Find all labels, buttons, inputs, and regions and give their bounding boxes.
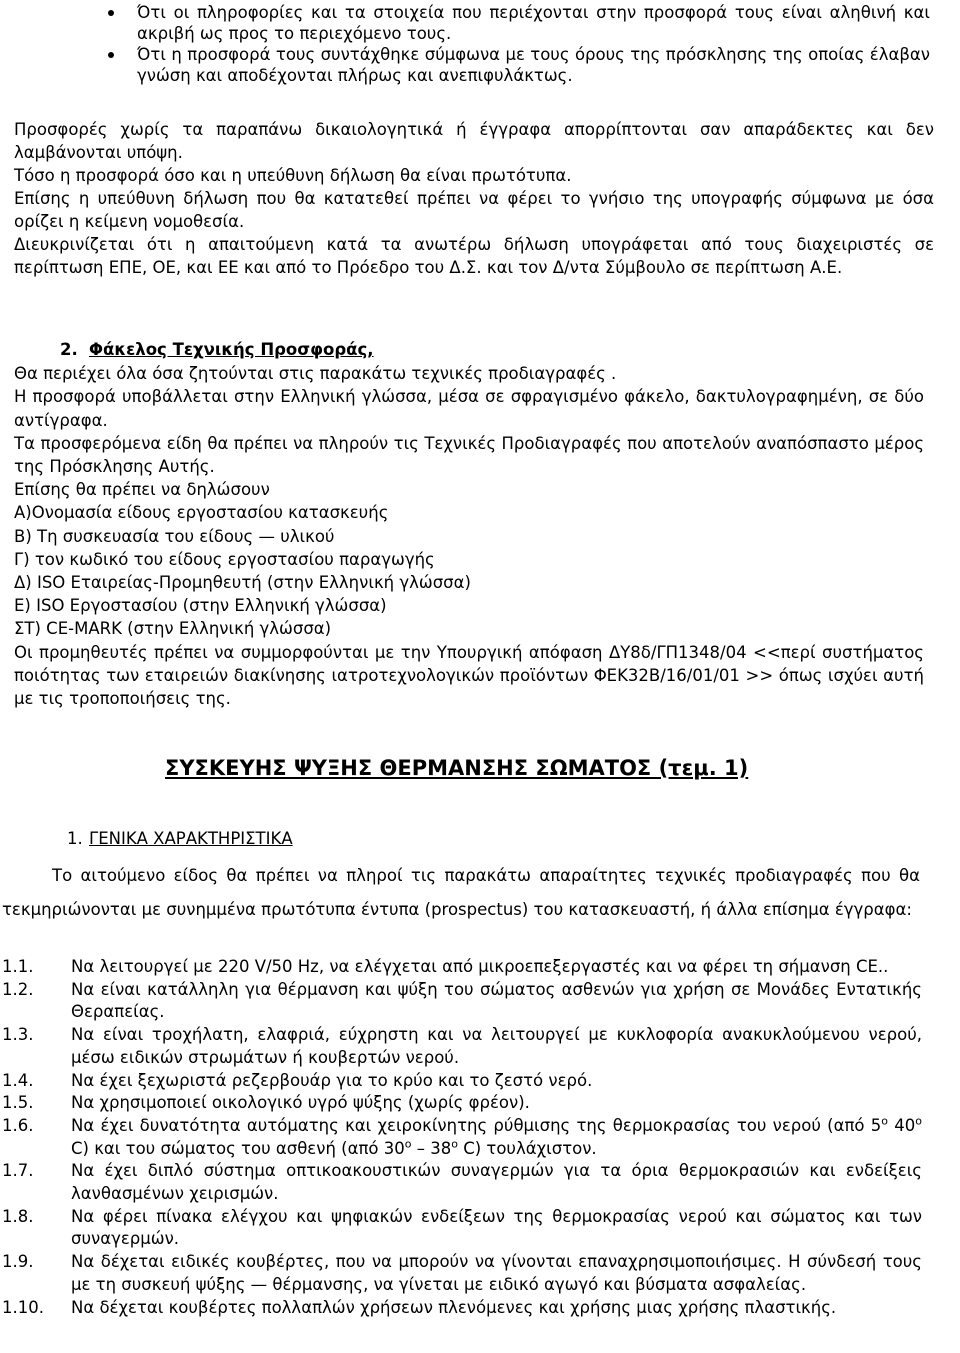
intro-paragraphs [14, 118, 934, 279]
spec-item [2, 1251, 922, 1296]
section-title: Φάκελος Τεχνικής Προσφοράς, [89, 340, 374, 359]
spec-item [2, 1297, 922, 1320]
bullet-dot-icon [108, 10, 114, 16]
spec-text: Να είναι τροχήλατη, ελαφριά, εύχρηστη και να λειτουργεί με κυκλοφορία ανακυκλούμενου νερού, μέσω ειδικών στρωμάτων ή κουβερτών νερού. [71, 1025, 922, 1067]
spec-text: Να δέχεται ειδικές κουβέρτες, που να μπορούν να γίνονται επαναχρησιμοποιήσιμες. Η σύνδεσή τους με τη συσκευή ψύξης — θέρμανσης, να γίνεται με ειδικό αγωγό και βύσματα ασφαλείας. [71, 1252, 922, 1294]
spec-number: 1.9. [2, 1252, 34, 1272]
section-body [14, 362, 924, 710]
bullet-text: Ότι η προσφορά τους συντάχθηκε σύμφωνα με τους όρους της πρόσκλησης της οποίας έλαβαν γνώση και αποδέχονται πλήρως και ανεπιφυλάκτως. [137, 45, 930, 85]
paragraph: Γ) τον κωδικό του είδους εργοστασίου παραγωγής [14, 549, 435, 569]
paragraph: Το αιτούμενο είδος θα πρέπει να πληροί τις παρακάτω απαραίτητες τεχνικές προδιαγραφές που θα τεκμηριώνονται με συνημμένα πρωτότυπα έντυπα (prospectus) του κατασκευαστή, ή άλλα επίσημα έγγραφα: [2, 866, 920, 919]
spec-number: 1.8. [2, 1206, 34, 1226]
degree-superscript: ο [451, 1137, 458, 1151]
paragraph: Δ) ISO Εταιρείας-Προμηθευτή (στην Ελληνική γλώσσα) [14, 573, 471, 593]
spec-text: Να φέρει πίνακα ελέγχου και ψηφιακών ενδείξεων της θερμοκρασίας νερού και σώματος και των συναγερμών. [71, 1206, 922, 1249]
paragraph: Οι προμηθευτές πρέπει να συμμορφούνται με την Υπουργική απόφαση ΔΥ8δ/ΓΠ1348/04 <<περί συστήματος ποιότητας των εταιρειών διακίνησης ιατροτεχνολογικών προϊόντων ΦΕΚ32Β/16/01/01 >> όπως ισχύει αυτή με τις τροποποιήσεις της. [14, 642, 924, 709]
spec-text: Να είναι κατάλληλη για θέρμανση και ψύξη του σώματος ασθενών για χρήση σε Μονάδες Εντατικής Θεραπείας. [71, 979, 922, 1022]
bullet-item [0, 44, 960, 86]
degree-superscript: ο [404, 1137, 412, 1151]
spec-item [2, 1206, 922, 1251]
spec-text: Να έχει διπλό σύστημα οπτικοακουστικών συναγερμών για τα όρια θερμοκρασιών και ενδείξεις λανθασμένων χειρισμών. [71, 1161, 922, 1204]
degree-superscript: ο [881, 1114, 888, 1128]
paragraph: Η προσφορά υποβάλλεται στην Ελληνική γλώσσα, μέσα σε σφραγισμένο φάκελο, δακτυλογραφημένη, σε δύο αντίγραφα. [14, 387, 924, 430]
section-technical-offer [14, 338, 924, 710]
text-segment: 40 [888, 1115, 916, 1135]
text-segment: C) και του σώματος του ασθενή (από 30 [71, 1138, 405, 1158]
bullet-dot-icon [108, 52, 114, 58]
spec-number: 1.10. [2, 1297, 44, 1317]
text-segment: C) τουλάχιστον. [457, 1138, 597, 1158]
subsection-number: 1. [67, 829, 83, 848]
bullet-text: Ότι οι πληροφορίες και τα στοιχεία που περιέχονται στην προσφορά τους είναι αληθινή και ακριβή ως προς το περιεχόμενο τους. [137, 3, 930, 43]
spec-text [71, 1115, 922, 1160]
main-title: ΣΥΣΚΕΥΗΣ ΨΥΞΗΣ ΘΕΡΜΑΝΣΗΣ ΣΩΜΑΤΟΣ (τεμ. 1) [165, 756, 749, 780]
text-segment: Να έχει δυνατότητα αυτόματης και χειροκίνητης ρύθμισης της θερμοκρασίας του νερού (από 5 [71, 1115, 882, 1135]
subsection-title: ΓΕΝΙΚΑ ΧΑΡΑΚΤΗΡΙΣΤΙΚΑ [89, 829, 293, 848]
spec-number: 1.2. [2, 979, 34, 999]
spec-item [2, 1115, 922, 1160]
paragraph: Τα προσφερόμενα είδη θα πρέπει να πληρούν τις Τεχνικές Προδιαγραφές που αποτελούν αναπόσπαστο μέρος της Πρόσκλησης Αυτής. [14, 433, 924, 477]
paragraph: Επίσης η υπεύθυνη δήλωση που θα κατατεθεί πρέπει να φέρει το γνήσιο της υπογραφής σύμφωνα με όσα ορίζει η κείμενη νομοθεσία. [14, 189, 934, 231]
paragraph: Τόσο η προσφορά όσο και η υπεύθυνη δήλωση θα είναι πρωτότυπα. [14, 166, 572, 185]
spec-text: Να δέχεται κουβέρτες πολλαπλών χρήσεων πλενόμενες και χρήσης μιας χρήσης πλαστικής. [71, 1297, 837, 1317]
spec-item [2, 1160, 922, 1205]
paragraph: Α)Ονομασία είδους εργοστασίου κατασκευής [14, 503, 389, 523]
spec-number: 1.1. [2, 957, 34, 976]
spec-text: Να λειτουργεί με 220 V/50 Hz, να ελέγχεται από μικροεπεξεργαστές και να φέρει τη σήμανση CE.. [71, 957, 889, 976]
spec-text: Να χρησιμοποιεί οικολογικό υγρό ψύξης (χωρίς φρέον). [71, 1093, 530, 1113]
spec-number: 1.5. [2, 1093, 34, 1113]
bullet-list [0, 2, 960, 86]
spec-item [2, 979, 922, 1024]
paragraph: ΣΤ) CE-MARK (στην Ελληνική γλώσσα) [14, 619, 332, 639]
spec-text: Να έχει ξεχωριστά ρεζερβουάρ για το κρύο και το ζεστό νερό. [71, 1070, 593, 1090]
spec-number: 1.3. [2, 1025, 34, 1045]
paragraph: Ε) ISO Εργοστασίου (στην Ελληνική γλώσσα) [14, 596, 387, 616]
paragraph: Προσφορές χωρίς τα παραπάνω δικαιολογητικά ή έγγραφα απορρίπτονται σαν απαράδεκτες και δεν λαμβάνονται υπόψη. [14, 120, 934, 162]
spec-item [2, 1024, 922, 1069]
spec-item [2, 1070, 922, 1093]
text-segment: – 38 [411, 1138, 452, 1158]
paragraph: Διευκρινίζεται ότι η απαιτούμενη κατά τα ανωτέρω δήλωση υπογράφεται από τους διαχειριστές σε περίπτωση ΕΠΕ, ΟΕ, και ΕΕ και από το Πρόεδρο του Δ.Σ. και τον Δ/ντα Σύμβουλο σε περίπτωση Α.Ε. [14, 235, 934, 277]
spec-item [2, 1092, 922, 1115]
spec-number: 1.4. [2, 1070, 34, 1090]
section-number: 2. [60, 340, 78, 359]
paragraph: Επίσης θα πρέπει να δηλώσουν [14, 480, 270, 500]
subsection-heading [67, 829, 293, 848]
spec-list [2, 956, 922, 1319]
spec-item [2, 956, 922, 979]
spec-number: 1.7. [2, 1161, 34, 1181]
degree-superscript: ο [915, 1114, 922, 1128]
section-heading [14, 338, 924, 361]
paragraph: Β) Τη συσκευασία του είδους — υλικού [14, 526, 335, 546]
bullet-item [0, 2, 960, 44]
subsection-intro [2, 859, 920, 927]
paragraph: Θα περιέχει όλα όσα ζητούνται στις παρακάτω τεχνικές προδιαγραφές . [14, 364, 617, 384]
spec-number: 1.6. [2, 1115, 34, 1135]
